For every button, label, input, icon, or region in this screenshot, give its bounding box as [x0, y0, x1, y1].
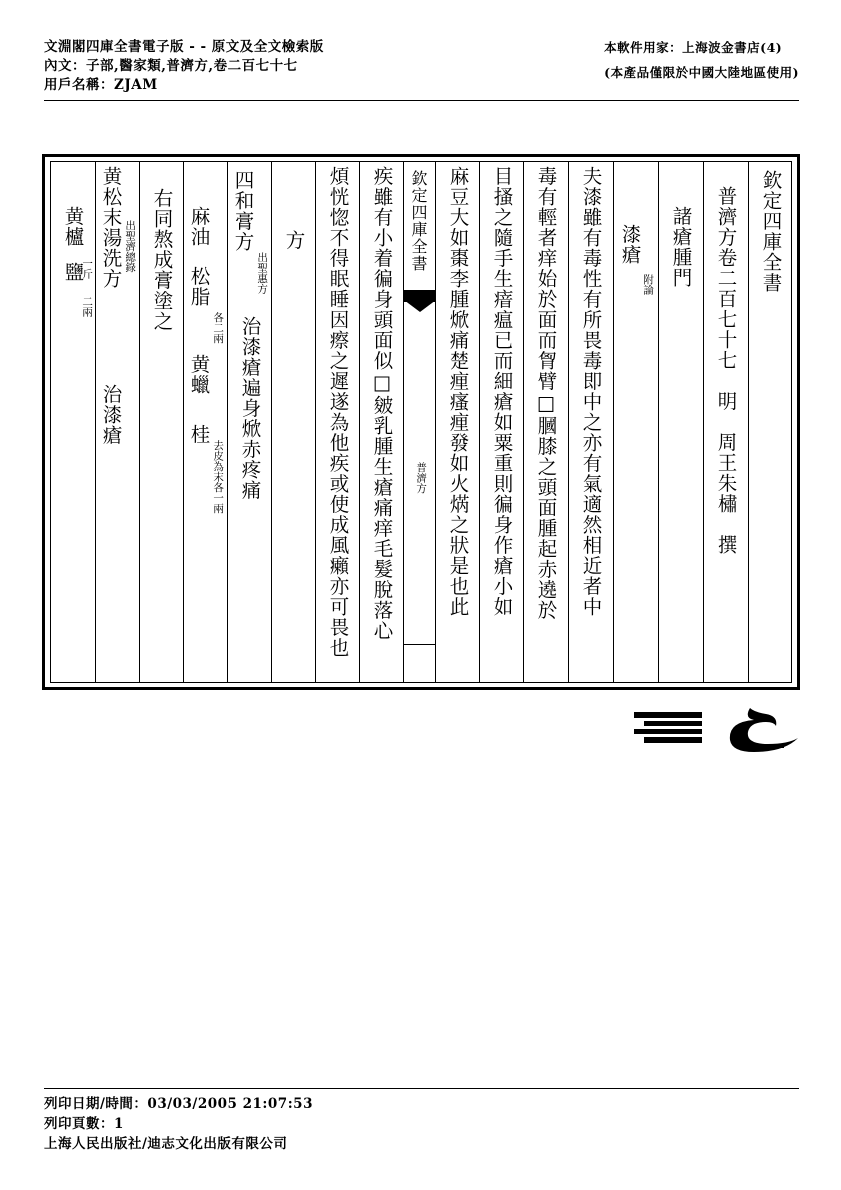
column-text: 夫漆雖有毒性有所畏毒即中之亦有氣適然相近者中: [579, 166, 603, 617]
text-column: [748, 162, 793, 682]
header-username: 用戶名稱：ZJAM: [44, 77, 158, 93]
column-text: 目搔之隨手生瘖瘟已而細瘡如粟重則徧身作瘡小如: [490, 166, 514, 617]
print-page-count: 列印頁數：1: [44, 1116, 124, 1132]
column-text: 漆瘡: [618, 224, 642, 265]
banner-title: 欽定四庫全書: [409, 170, 428, 272]
print-datetime: 列印日期/時間：03/03/2005 21:07:53: [44, 1096, 313, 1112]
column-text: 黄蠟: [187, 354, 211, 395]
column-note: 出聖惠方: [256, 252, 269, 294]
column-note: 二兩: [81, 296, 94, 317]
column-text: 桂: [187, 424, 211, 445]
document-footer: [44, 1094, 313, 1154]
column-text: 鹽: [61, 262, 85, 283]
text-column: [568, 162, 613, 682]
column-text: 右同熬成膏塗之: [150, 188, 174, 332]
column-text: 治漆瘡: [99, 384, 123, 446]
text-column: [95, 162, 139, 682]
header-licensee: 本軟件用家：上海波金書店(4): [604, 40, 783, 55]
column-note: 各二兩: [212, 312, 225, 344]
column-text: 黄松末湯洗方: [99, 166, 123, 289]
text-column: [315, 162, 359, 682]
publisher-credit: 上海人民出版社/迪志文化出版有限公司: [44, 1136, 288, 1152]
banner-divider: [404, 644, 435, 645]
column-text: 麻豆大如棗李腫焮痛楚㾖瘙㾖發如火焫之狀是也此: [446, 166, 470, 617]
text-column: [479, 162, 523, 682]
column-text: 四和膏方: [231, 170, 255, 252]
text-column: [523, 162, 568, 682]
column-text: 普濟方卷二百七十七 明 周王朱橚 撰: [714, 186, 738, 555]
text-column: [271, 162, 315, 682]
header-region-note: (本產品僅限於中國大陸地區使用): [604, 65, 799, 80]
document-header-right: [604, 38, 799, 82]
text-column: [658, 162, 703, 682]
column-text: 方: [282, 230, 306, 251]
column-note: 一斤: [81, 258, 94, 279]
column-text: 黄櫨: [61, 206, 85, 247]
header-title: 文淵閣四庫全書電子版 - - 原文及全文檢索版: [44, 39, 324, 55]
publisher-logo-icon: [630, 704, 800, 754]
text-column: [227, 162, 271, 682]
page-text-area: [50, 161, 792, 683]
text-column: [51, 162, 95, 682]
column-text: 麻油: [187, 206, 211, 247]
fishtail-icon: [404, 300, 436, 314]
column-note: 出聖濟總錄: [124, 220, 137, 273]
text-column: [359, 162, 403, 682]
text-column: [139, 162, 183, 682]
page-frame: [42, 154, 800, 690]
column-text: 治漆瘡遍身焮赤疼痛: [238, 316, 262, 501]
column-text: 毒有輕者痒始於面而胷臂□膕膝之頭面腫起赤遶於: [534, 166, 558, 621]
column-note: 附論: [642, 274, 655, 295]
text-column: [183, 162, 227, 682]
header-divider: [44, 100, 799, 101]
banner-book-title: 普濟方: [415, 462, 428, 494]
column-text: 松脂: [187, 266, 211, 307]
column-text: 疾雖有小着徧身頭面似□皴乳腫生瘡痛痒毛髮脫落心: [370, 166, 394, 641]
document-header: [44, 38, 324, 95]
column-text: 欽定四庫全書: [759, 170, 783, 293]
column-note: 去皮為末各一兩: [212, 440, 225, 514]
text-column: [435, 162, 479, 682]
column-text: 諸瘡腫門: [669, 206, 693, 288]
footer-divider: [44, 1088, 799, 1089]
text-column: [703, 162, 748, 682]
column-text: 煩恍惚不得眠睡因瘵之遲遂為他疾或使成風癩亦可畏也: [326, 166, 350, 658]
center-banner: [403, 162, 435, 682]
text-column: [613, 162, 658, 682]
header-content-path: 內文：子部,醫家類,普濟方,卷二百七十七: [44, 58, 298, 74]
